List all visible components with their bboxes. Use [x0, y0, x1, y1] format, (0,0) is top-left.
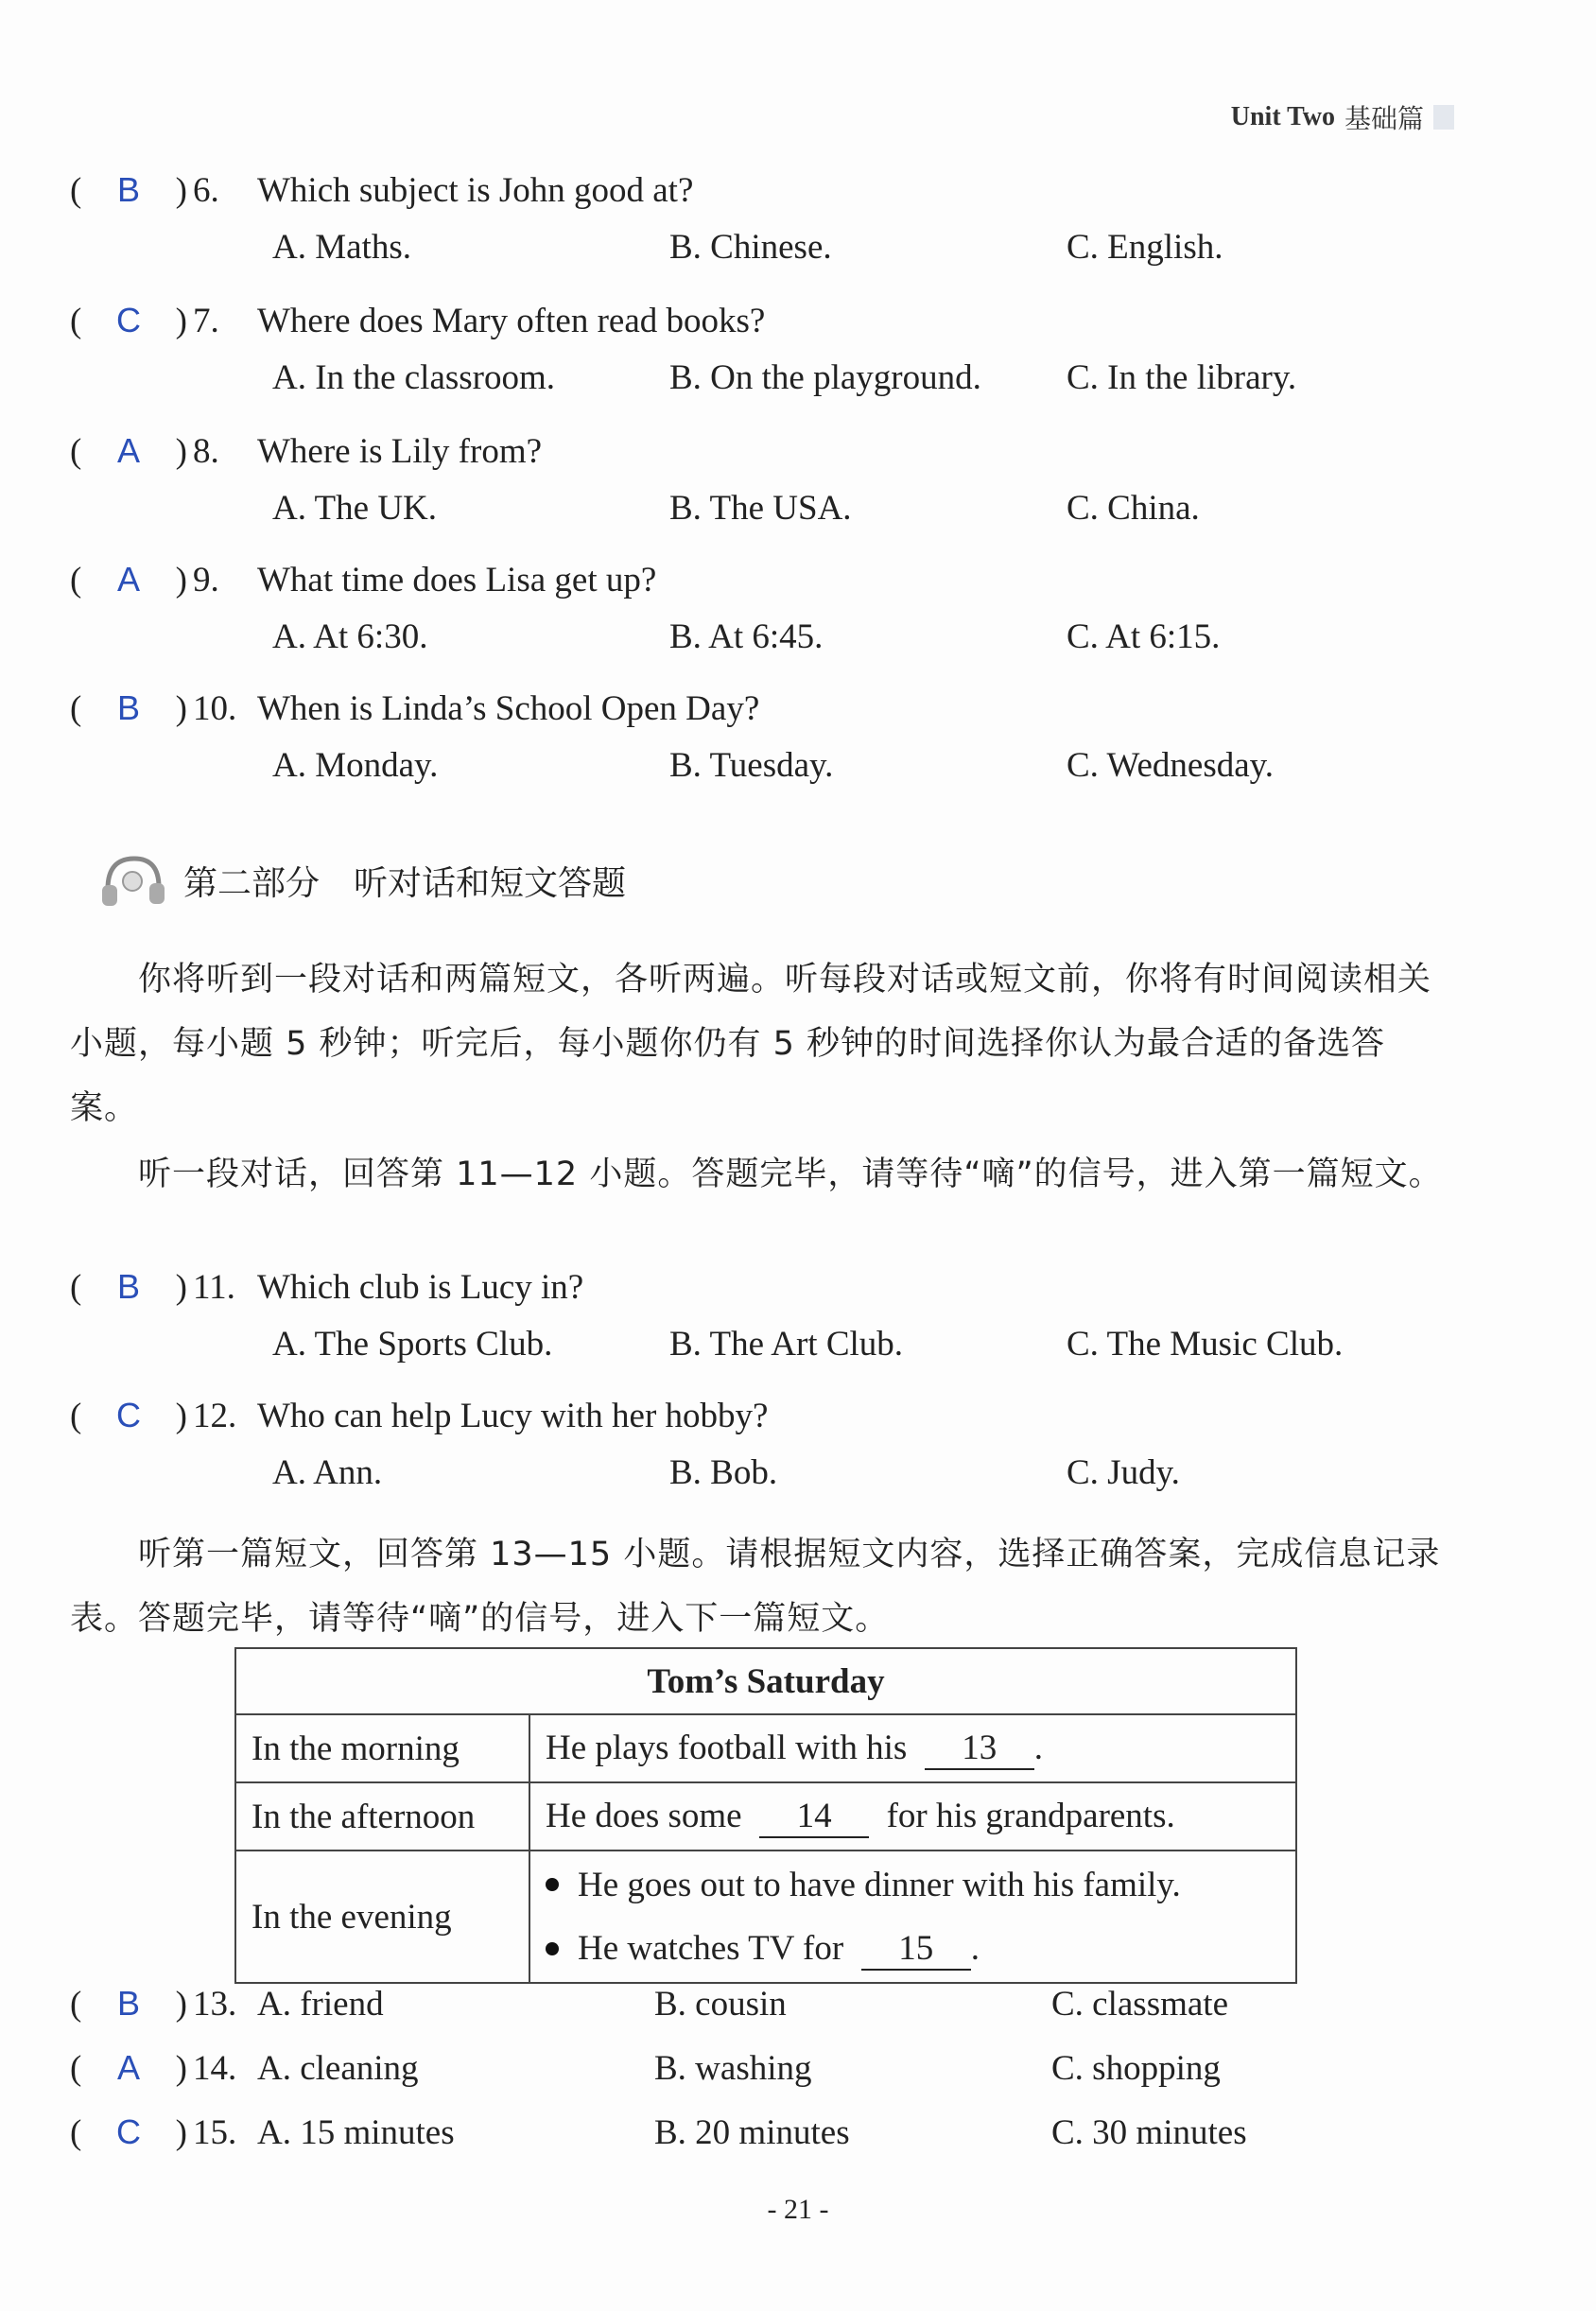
- question-number: 12.: [193, 1397, 237, 1435]
- headphones-icon: [98, 851, 166, 910]
- option-a: A. The Sports Club.: [272, 1325, 553, 1364]
- option-c: C. The Music Club.: [1067, 1325, 1344, 1364]
- question-number: 14.: [193, 2049, 237, 2088]
- question-text: Where does Mary often read books?: [257, 302, 766, 340]
- choice-row: ( A ) 14. A. cleaning B. washing C. shopping: [70, 2048, 1221, 2088]
- option-b: B. Chinese.: [669, 228, 832, 267]
- option-c: C. classmate: [1051, 1985, 1229, 2024]
- option-b: B. cousin: [654, 1985, 787, 2024]
- option-c: C. shopping: [1051, 2049, 1221, 2088]
- choice-row: ( B ) 13. A. friend B. cousin C. classmate: [70, 1984, 1229, 2024]
- row-text: He does some: [546, 1796, 742, 1835]
- row-text: He plays football with his: [546, 1728, 908, 1767]
- question-number: 9.: [193, 561, 219, 599]
- option-b: B. washing: [654, 2049, 812, 2088]
- question-block: ( B ) 10. When is Linda’s School Open Day? A. Monday. B. Tuesday. C. Wednesday.: [70, 688, 1464, 802]
- question-text: What time does Lisa get up?: [257, 561, 657, 599]
- row-text: He watches TV for: [578, 1928, 844, 1968]
- option-a: A. The UK.: [272, 489, 438, 528]
- question-block: ( A ) 8. Where is Lily from? A. The UK. B. The USA. C. China.: [70, 431, 1464, 545]
- question-text: Which subject is John good at?: [257, 171, 694, 210]
- option-a: A. friend: [257, 1985, 384, 2024]
- bullet-icon: [546, 1878, 559, 1891]
- question-number: 8.: [193, 432, 219, 471]
- row-label: In the evening: [235, 1851, 529, 1983]
- answer-letter: B: [116, 1267, 140, 1306]
- option-b: B. The Art Club.: [669, 1325, 904, 1364]
- option-c: C. In the library.: [1067, 358, 1297, 397]
- option-c: C. Judy.: [1067, 1453, 1180, 1492]
- answer-letter: C: [116, 301, 141, 339]
- row-label: In the morning: [235, 1714, 529, 1782]
- option-b: B. 20 minutes: [654, 2113, 850, 2152]
- answer-blank: 14: [759, 1796, 869, 1838]
- corner-mark-icon: [1433, 105, 1454, 130]
- option-c: C. Wednesday.: [1067, 746, 1274, 785]
- option-b: B. The USA.: [669, 489, 852, 528]
- option-b: B. On the playground.: [669, 358, 981, 397]
- bullet-icon: [546, 1942, 559, 1955]
- period: .: [1033, 1728, 1044, 1767]
- answer-letter: A: [116, 560, 140, 599]
- section-title: 第二部分 听对话和短文答题: [183, 863, 627, 903]
- answer-blank: 15: [861, 1928, 971, 1971]
- table-title: Tom’s Saturday: [235, 1648, 1296, 1714]
- question-number: 15.: [193, 2113, 237, 2152]
- question-block: ( B ) 11. Which club is Lucy in? A. The Sports Club. B. The Art Club. C. The Music Club.: [70, 1267, 1464, 1381]
- info-table: [234, 1647, 1297, 1984]
- question-number: 10.: [193, 689, 237, 728]
- option-a: A. Maths.: [272, 228, 411, 267]
- option-b: B. Tuesday.: [669, 746, 834, 785]
- table-row: [235, 1782, 1296, 1851]
- answer-blank: 13: [925, 1728, 1034, 1770]
- question-block: ( B ) 6. Which subject is John good at? A. Maths. B. Chinese. C. English.: [70, 170, 1464, 284]
- page-number: - 21 -: [767, 2194, 829, 2225]
- question-number: 11.: [193, 1268, 235, 1307]
- option-a: A. 15 minutes: [257, 2113, 455, 2152]
- question-text: Where is Lily from?: [257, 432, 543, 471]
- table-row: [235, 1851, 1296, 1983]
- answer-letter: B: [116, 1984, 140, 2023]
- question-number: 6.: [193, 171, 219, 210]
- option-c: C. China.: [1067, 489, 1200, 528]
- choice-row: ( C ) 15. A. 15 minutes B. 20 minutes C. 30 minutes: [70, 2112, 1247, 2152]
- row-content: [529, 1714, 1296, 1782]
- period: .: [970, 1928, 980, 1968]
- option-a: A. Monday.: [272, 746, 439, 785]
- option-b: B. Bob.: [669, 1453, 778, 1492]
- option-a: A. cleaning: [257, 2049, 419, 2088]
- dialog-instructions: 听一段对话，回答第 11—12 小题。答题完毕，请等待“嘀”的信号，进入第一篇短文。: [138, 1156, 1443, 1193]
- answer-letter: C: [116, 1396, 141, 1434]
- answer-letter: B: [116, 688, 140, 727]
- row-text: for his grandparents.: [886, 1796, 1175, 1835]
- option-a: A. In the classroom.: [272, 358, 556, 397]
- option-a: A. Ann.: [272, 1453, 383, 1492]
- question-block: ( C ) 12. Who can help Lucy with her hobby? A. Ann. B. Bob. C. Judy.: [70, 1396, 1464, 1509]
- option-a: A. At 6:30.: [272, 617, 428, 656]
- table-row: [235, 1714, 1296, 1782]
- option-c: C. 30 minutes: [1051, 2113, 1247, 2152]
- question-text: Who can help Lucy with her hobby?: [257, 1397, 769, 1435]
- option-c: C. English.: [1067, 228, 1223, 267]
- question-text: When is Linda’s School Open Day?: [257, 689, 760, 728]
- row-text: He goes out to have dinner with his family.: [578, 1865, 1181, 1904]
- question-block: ( C ) 7. Where does Mary often read books? A. In the classroom. B. On the playground. C. In the library.: [70, 301, 1464, 414]
- section-heading: [98, 851, 626, 910]
- question-block: ( A ) 9. What time does Lisa get up? A. At 6:30. B. At 6:45. C. At 6:15.: [70, 560, 1464, 673]
- page-header: [1231, 98, 1454, 136]
- answer-letter: A: [116, 2048, 140, 2087]
- question-number: 7.: [193, 302, 219, 340]
- passage-instructions: 听第一篇短文，回答第 13—15 小题。请根据短文内容，选择正确答案，完成信息记录表。答题完毕，请等待“嘀”的信号，进入下一篇短文。: [70, 1536, 1441, 1638]
- row-label: In the afternoon: [235, 1782, 529, 1851]
- answer-letter: B: [116, 170, 140, 209]
- question-number: 13.: [193, 1985, 237, 2024]
- row-content: [529, 1851, 1296, 1983]
- option-c: C. At 6:15.: [1067, 617, 1221, 656]
- unit-label: Unit Two: [1230, 102, 1335, 131]
- answer-letter: A: [116, 431, 140, 470]
- row-content: [529, 1782, 1296, 1851]
- question-text: Which club is Lucy in?: [257, 1268, 584, 1307]
- option-b: B. At 6:45.: [669, 617, 824, 656]
- answer-letter: C: [116, 2112, 141, 2151]
- section-label: 基础篇: [1344, 103, 1424, 134]
- section-intro: 你将听到一段对话和两篇短文，各听两遍。听每段对话或短文前，你将有时间阅读相关小题，每小题 5 秒钟；听完后，每小题你仍有 5 秒钟的时间选择你认为最合适的备选答案。: [70, 961, 1432, 1127]
